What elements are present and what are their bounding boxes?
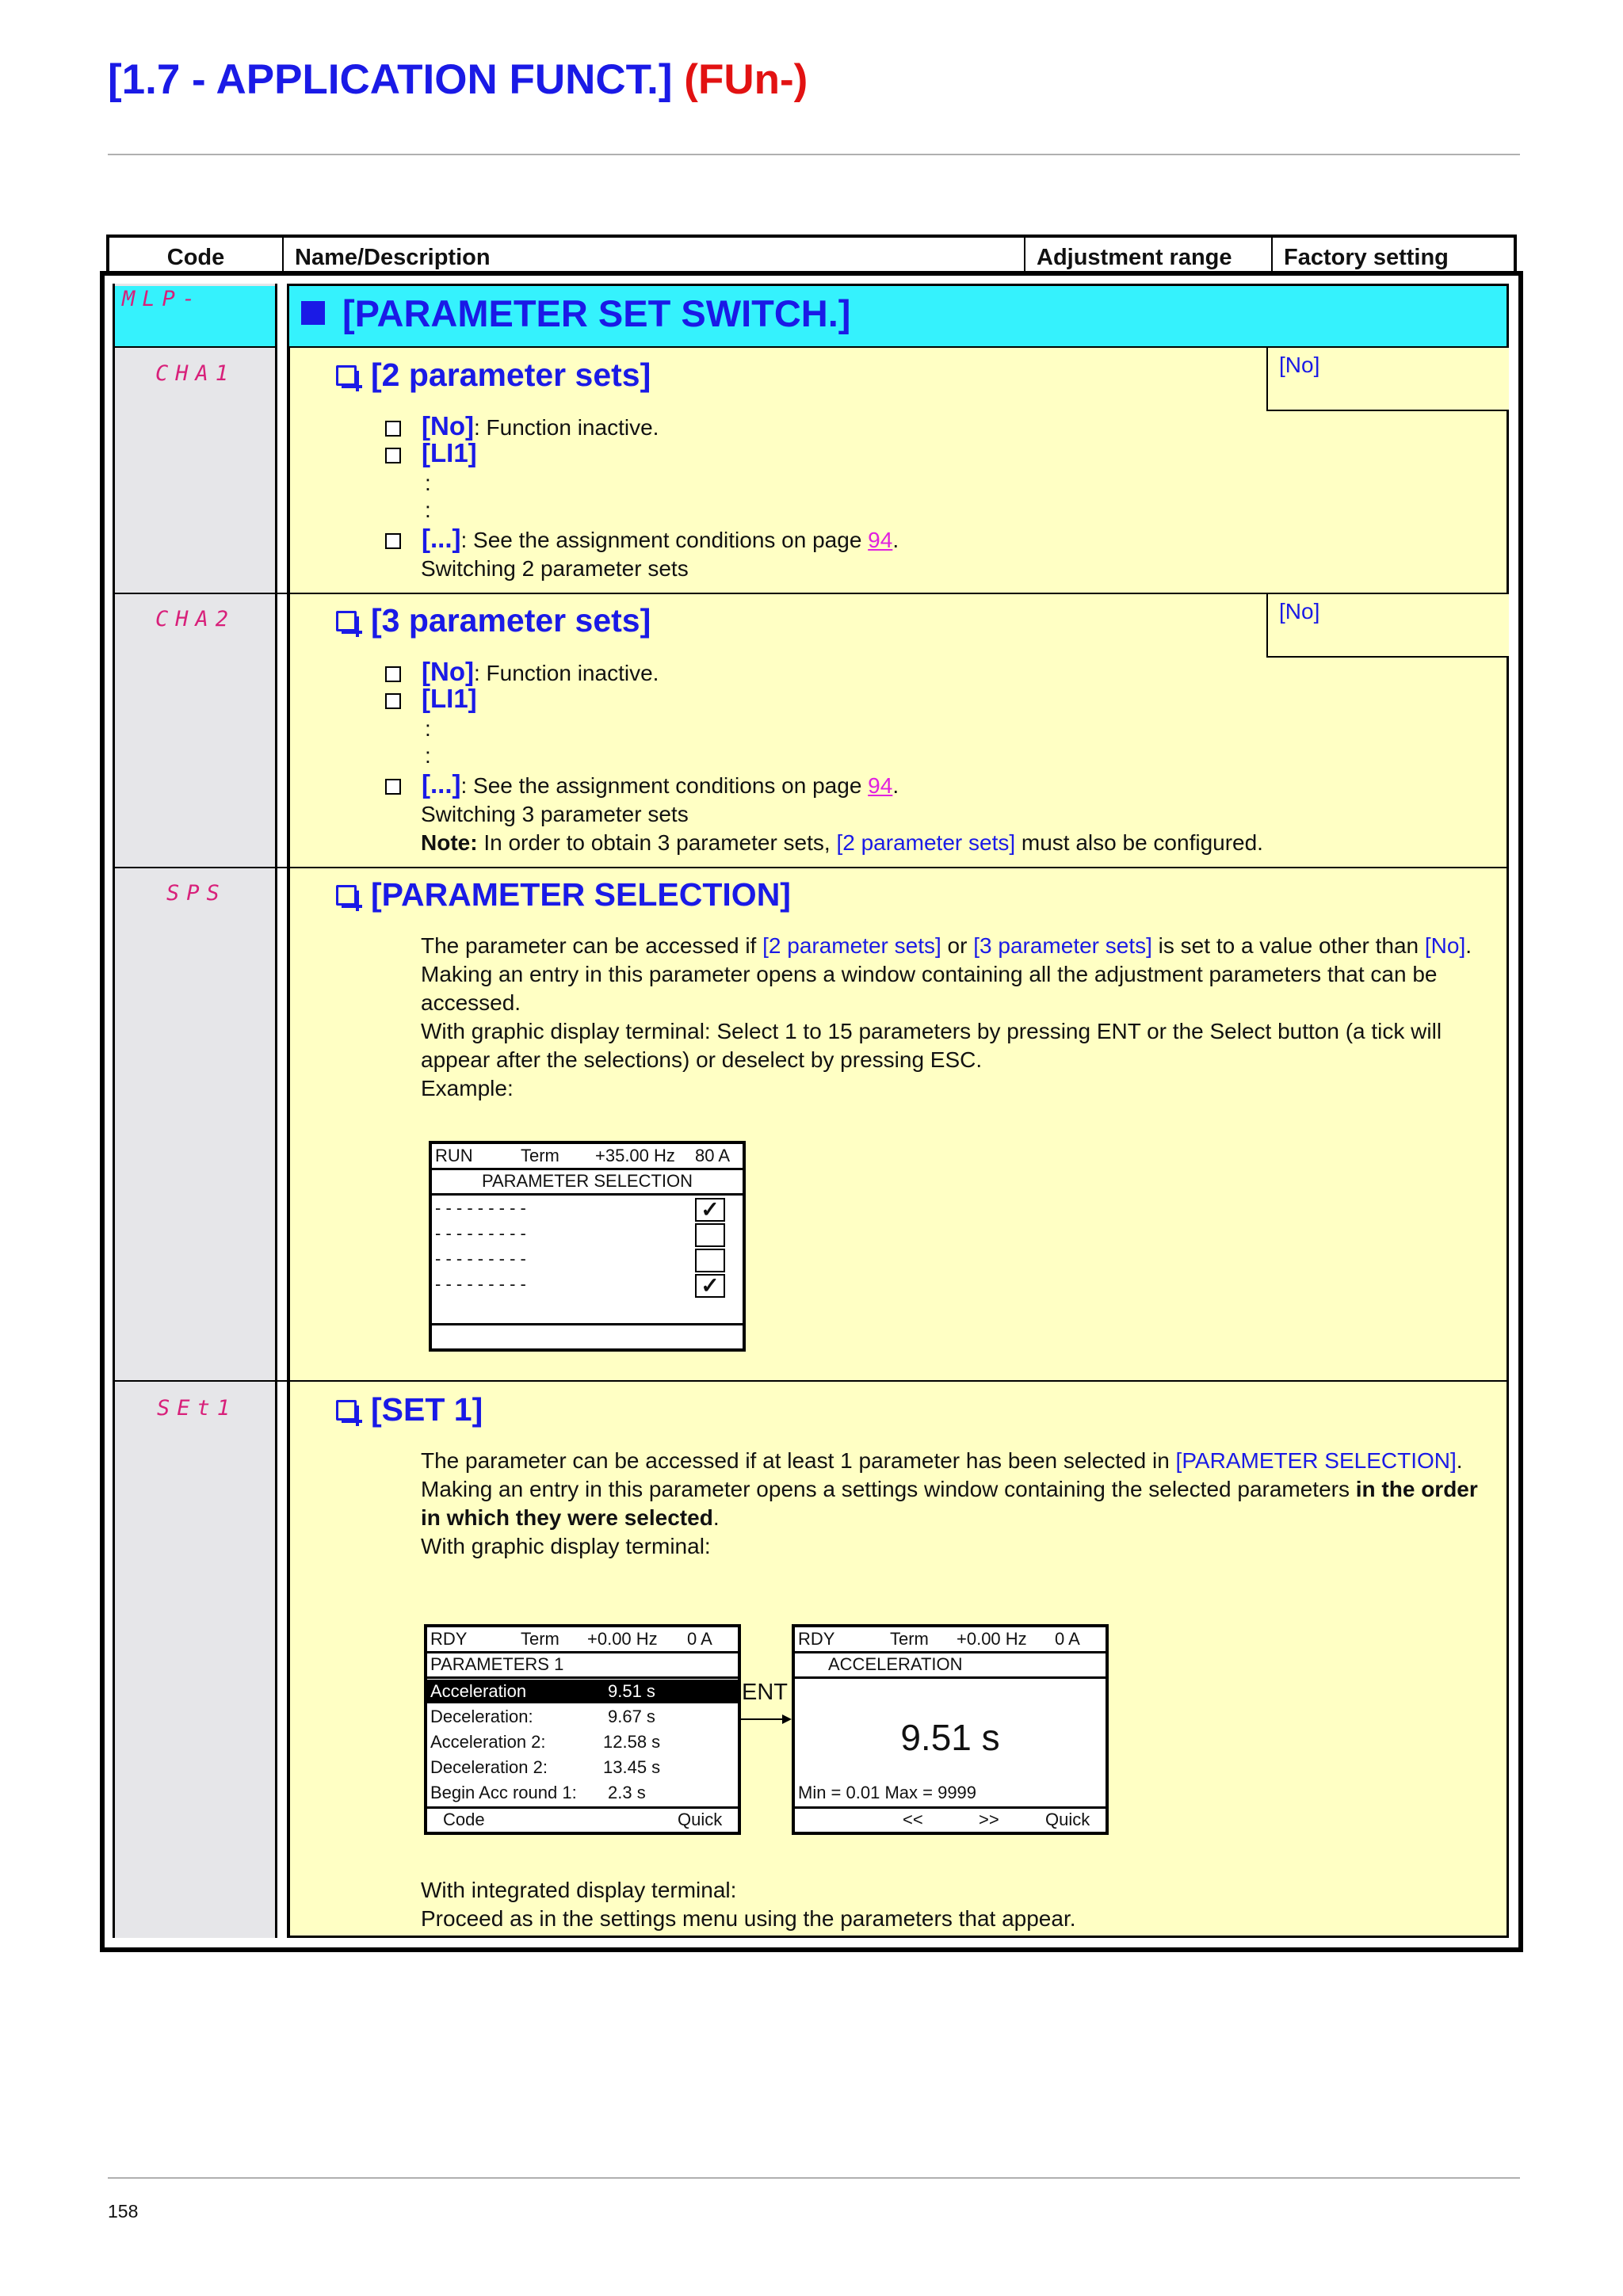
factory-setting-cha2: [No]	[1266, 594, 1509, 658]
option-more-cha1: [...]: See the assignment conditions on page 94.	[385, 524, 899, 555]
sps-text-line6: Example:	[421, 1076, 514, 1100]
param-title-sps: [PARAMETER SELECTION]	[336, 876, 791, 913]
code-cha2: CHA2	[155, 607, 236, 631]
arrow-right-icon	[738, 1711, 793, 1727]
header-factory-setting: Factory setting	[1284, 245, 1449, 270]
option-no-cha1: [No]: Function inactive.	[385, 412, 659, 442]
ellipsis-colon: :	[425, 498, 431, 522]
terminal-list-item[interactable]: Deceleration 2:	[430, 1757, 548, 1777]
terminal-heading: ACCELERATION	[828, 1654, 963, 1674]
terminal-footer-quick[interactable]: Quick	[678, 1810, 723, 1829]
terminal-list-item: - - - - - - - - -	[435, 1198, 526, 1218]
terminal-status: RUN	[435, 1146, 473, 1165]
code-column	[113, 284, 277, 1938]
terminal-list-value: 9.51 s	[608, 1681, 655, 1701]
terminal-frequency: +0.00 Hz	[587, 1629, 658, 1649]
header-code: Code	[109, 238, 284, 271]
option-li1-cha1: [LI1]	[385, 439, 477, 469]
footer-cha1: Switching 2 parameter sets	[421, 556, 689, 581]
param-title-set1: [SET 1]	[336, 1391, 483, 1428]
param-title-cha1: [2 parameter sets]	[336, 357, 651, 394]
terminal-current: 0 A	[1055, 1629, 1080, 1649]
sps-text-line1: The parameter can be accessed if [2 parameter sets] or [3 parameter sets] is set to a value other than [No].	[421, 933, 1472, 958]
param-reference-link[interactable]: [PARAMETER SELECTION]	[1175, 1448, 1457, 1473]
checkbox-bullet-icon	[336, 611, 357, 631]
terminal-list-item-selected[interactable]: Acceleration	[430, 1681, 527, 1701]
footer-divider	[108, 2177, 1520, 2179]
set1-text-line6: Proceed as in the settings menu using the parameters that appear.	[421, 1906, 1076, 1931]
terminal-current: 80 A	[695, 1146, 731, 1165]
terminal-mode: Term	[521, 1629, 559, 1649]
terminal-frequency: +0.00 Hz	[957, 1629, 1027, 1649]
graphic-terminal-acceleration	[792, 1624, 1109, 1835]
checkbox-unchecked-icon[interactable]	[695, 1249, 725, 1272]
graphic-terminal-parameters-1	[424, 1624, 741, 1835]
terminal-divider	[795, 1651, 1106, 1653]
set1-text-line1: The parameter can be accessed if at least 1 parameter has been selected in [PARAMETER SELECTION].	[421, 1448, 1463, 1473]
set1-text-line4: With graphic display terminal:	[421, 1534, 711, 1558]
header-name-description: Name/Description	[284, 238, 1025, 271]
terminal-list-value: 13.45 s	[603, 1757, 661, 1777]
sps-text-line5: appear after the selections) or deselect by pressing ESC.	[421, 1047, 983, 1072]
terminal-divider	[427, 1676, 738, 1679]
checkbox-bullet-icon	[336, 885, 357, 906]
checkbox-bullet-icon	[336, 1400, 357, 1421]
header-adjustment-range: Adjustment range	[1025, 238, 1273, 271]
terminal-big-value: 9.51 s	[900, 1717, 1000, 1758]
terminal-divider	[795, 1676, 1106, 1679]
option-box-icon	[385, 448, 401, 463]
option-li1-cha2: [LI1]	[385, 685, 477, 715]
ellipsis-colon: :	[425, 471, 431, 495]
terminal-divider	[427, 1651, 738, 1653]
sps-text-line2: Making an entry in this parameter opens a window containing all the adjustment parameters that can be	[421, 962, 1438, 986]
ellipsis-colon: :	[425, 743, 431, 768]
option-box-icon	[385, 421, 401, 437]
option-no-cha2: [No]: Function inactive.	[385, 658, 659, 688]
checkbox-checked-icon[interactable]: ✓	[695, 1274, 725, 1298]
terminal-status: RDY	[798, 1629, 835, 1649]
terminal-list-item[interactable]: Acceleration 2:	[430, 1732, 546, 1752]
page-title-text: [1.7 - APPLICATION FUNCT.]	[108, 56, 673, 103]
terminal-mode: Term	[521, 1146, 559, 1165]
page-title	[108, 55, 808, 104]
sps-text-line4: With graphic display terminal: Select 1 to 15 parameters by pressing ENT or the Select button (a tick will	[421, 1019, 1442, 1043]
terminal-min-max: Min = 0.01 Max = 9999	[798, 1783, 977, 1802]
ent-label: ENT	[742, 1680, 788, 1705]
code-set1: SEt1	[157, 1396, 238, 1421]
code-cha1: CHA1	[155, 361, 236, 386]
note-cha2: Note: In order to obtain 3 parameter sets, [2 parameter sets] must also be configured.	[421, 830, 1263, 855]
ellipsis-colon: :	[425, 716, 431, 741]
terminal-current: 0 A	[687, 1629, 712, 1649]
checkbox-checked-icon[interactable]: ✓	[695, 1198, 725, 1222]
set1-text-line3: in which they were selected.	[421, 1505, 720, 1530]
terminal-footer-code[interactable]: Code	[443, 1810, 485, 1829]
terminal-divider	[432, 1193, 743, 1196]
section-code: MLP-	[122, 287, 203, 311]
option-box-icon	[385, 693, 401, 709]
footer-cha2: Switching 3 parameter sets	[421, 802, 689, 826]
param-reference-link[interactable]: [2 parameter sets]	[762, 933, 941, 958]
terminal-divider	[795, 1806, 1106, 1809]
terminal-list-value: 12.58 s	[603, 1732, 661, 1752]
page-number: 158	[108, 2201, 139, 2222]
option-box-icon	[385, 533, 401, 549]
terminal-list-item[interactable]: Begin Acc round 1:	[430, 1783, 577, 1802]
terminal-divider	[432, 1323, 743, 1325]
section-title-text: [PARAMETER SET SWITCH.]	[342, 292, 851, 334]
sps-text-line3: accessed.	[421, 990, 521, 1015]
checkbox-unchecked-icon[interactable]	[695, 1223, 725, 1247]
terminal-footer-quick[interactable]: Quick	[1045, 1810, 1090, 1829]
param-reference-link[interactable]: [3 parameter sets]	[973, 933, 1152, 958]
terminal-list-value: 9.67 s	[608, 1707, 655, 1726]
code-sps: SPS	[166, 881, 227, 906]
factory-setting-cha1: [No]	[1266, 348, 1509, 411]
terminal-footer-left-arrows[interactable]: <<	[903, 1810, 923, 1829]
param-reference-link[interactable]: [2 parameter sets]	[836, 830, 1016, 855]
terminal-heading: PARAMETER SELECTION	[481, 1171, 693, 1191]
checkbox-bullet-icon	[336, 365, 357, 386]
table-header	[106, 235, 1517, 274]
terminal-list-item[interactable]: Deceleration:	[430, 1707, 533, 1726]
option-more-cha2: [...]: See the assignment conditions on page 94.	[385, 770, 899, 800]
terminal-list-item: - - - - - - - - -	[435, 1274, 526, 1294]
terminal-status: RDY	[430, 1629, 468, 1649]
set1-text-line5: With integrated display terminal:	[421, 1878, 737, 1902]
graphic-terminal-parameter-selection	[429, 1141, 746, 1352]
title-divider	[108, 154, 1520, 155]
page-link[interactable]: 94	[868, 773, 893, 798]
terminal-divider	[427, 1806, 738, 1809]
set1-text-line2: Making an entry in this parameter opens a settings window containing the selected parameters in the order	[421, 1477, 1478, 1501]
param-title-cha2: [3 parameter sets]	[336, 602, 651, 639]
terminal-list-item: - - - - - - - - -	[435, 1223, 526, 1243]
terminal-footer-right-arrows[interactable]: >>	[979, 1810, 999, 1829]
section-title	[301, 292, 850, 335]
terminal-heading: PARAMETERS 1	[430, 1654, 564, 1674]
page-title-code: (FUn-)	[684, 56, 808, 103]
option-box-icon	[385, 779, 401, 795]
terminal-mode: Term	[890, 1629, 929, 1649]
square-bullet-icon	[301, 301, 325, 325]
option-box-icon	[385, 666, 401, 682]
page-link[interactable]: 94	[868, 528, 893, 552]
terminal-list-item: - - - - - - - - -	[435, 1249, 526, 1268]
terminal-list-value: 2.3 s	[608, 1783, 646, 1802]
row-divider	[115, 1380, 1507, 1382]
terminal-divider	[432, 1168, 743, 1170]
terminal-frequency: +35.00 Hz	[595, 1146, 675, 1165]
row-divider	[115, 867, 1507, 868]
